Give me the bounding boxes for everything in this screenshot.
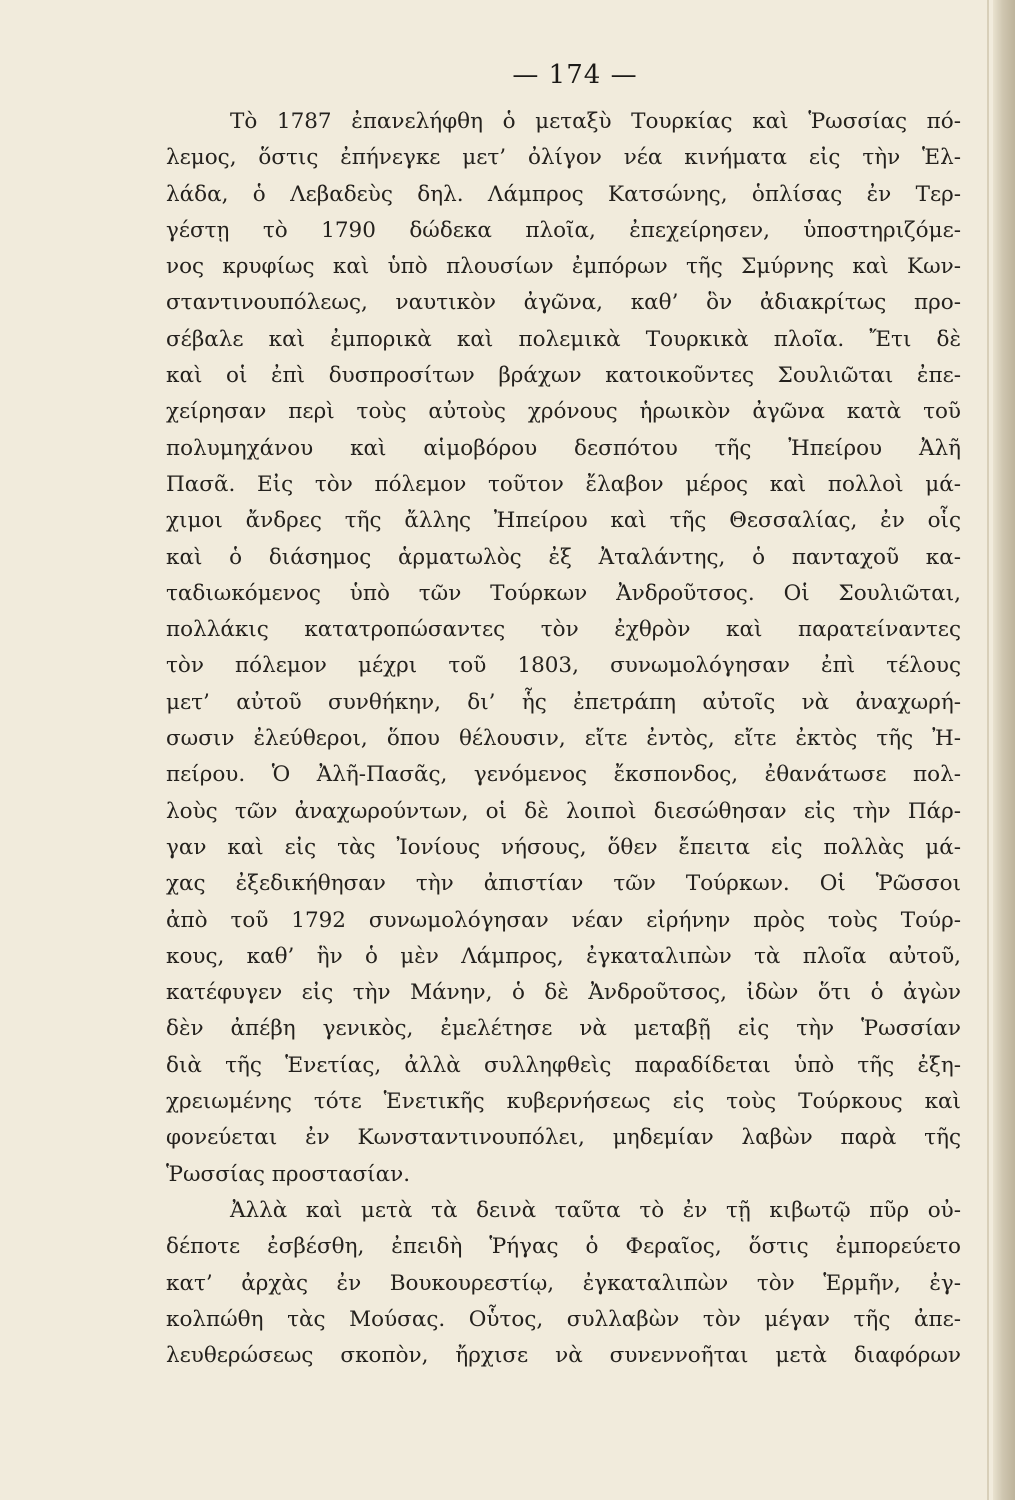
text-line: ταδιωκόμενος ὑπὸ τῶν Τούρκων Ἀνδροῦτσος. Οἱ Σουλιῶται, bbox=[166, 580, 961, 606]
text-line: Τὸ 1787 ἐπανελήφθη ὁ μεταξὺ Τουρκίας καὶ Ῥωσσίας πό- bbox=[230, 109, 961, 134]
text-line: τὸν πόλεμον μέχρι τοῦ 1803, συνωμολόγησαν ἐπὶ τέλους bbox=[166, 653, 961, 679]
text-line: λάδα, ὁ Λεβαδεὺς δηλ. Λάμπρος Κατσώνης, ὁπλίσας ἐν Τερ- bbox=[166, 181, 961, 207]
text-line: χιμοι ἄνδρες τῆς ἄλλης Ἠπείρου καὶ τῆς Θεσσαλίας, ἐν οἷς bbox=[166, 508, 961, 534]
text-line: χας ἐξεδικήθησαν τὴν ἀπιστίαν τῶν Τούρκων. Οἱ Ῥῶσσοι bbox=[166, 871, 961, 897]
text-line: φονεύεται ἐν Κωνσταντινουπόλει, μηδεμίαν λαβὼν παρὰ τῆς bbox=[166, 1125, 961, 1151]
text-line: λεμος, ὅστις ἐπήνεγκε μετ’ ὀλίγον νέα κινήματα εἰς τὴν Ἑλ- bbox=[166, 145, 961, 171]
text-line: σωσιν ἐλεύθεροι, ὅπου θέλουσιν, εἴτε ἐντὸς, εἴτε ἐκτὸς τῆς Ἠ- bbox=[166, 726, 961, 752]
text-line: νος κρυφίως καὶ ὑπὸ πλουσίων ἐμπόρων τῆς Σμύρνης καὶ Κων- bbox=[166, 254, 961, 280]
text-line: κολπώθη τὰς Μούσας. Οὗτος, συλλαβὼν τὸν μέγαν τῆς ἀπε- bbox=[166, 1306, 961, 1332]
text-line: σταντινουπόλεως, ναυτικὸν ἀγῶνα, καθ’ ὃν ἀδιακρίτως προ- bbox=[166, 290, 961, 316]
text-line: Ἀλλὰ καὶ μετὰ τὰ δεινὰ ταῦτα τὸ ἐν τῇ κιβωτῷ πῦρ οὐ- bbox=[230, 1197, 961, 1223]
text-line: λευθερώσεως σκοπὸν, ἤρχισε νὰ συνεννοῆται μετὰ διαφόρων bbox=[166, 1343, 961, 1369]
text-line: κατέφυγεν εἰς τὴν Μάνην, ὁ δὲ Ἀνδροῦτσος, ἰδὼν ὅτι ὁ ἀγὼν bbox=[166, 980, 961, 1006]
text-line: δὲν ἀπέβη γενικὸς, ἐμελέτησε νὰ μεταβῇ εἰς τὴν Ῥωσσίαν bbox=[166, 1016, 961, 1042]
text-line: κατ’ ἀρχὰς ἐν Βουκουρεστίῳ, ἐγκαταλιπὼν τὸν Ἑρμῆν, ἐγ- bbox=[166, 1270, 961, 1296]
text-line: λοὺς τῶν ἀναχωρούντων, οἱ δὲ λοιποὶ διεσώθησαν εἰς τὴν Πάρ- bbox=[166, 798, 961, 824]
text-line: σέβαλε καὶ ἐμπορικὰ καὶ πολεμικὰ Τουρκικὰ πλοῖα. Ἔτι δὲ bbox=[166, 326, 961, 352]
text-line: πολυμηχάνου καὶ αἱμοβόρου δεσπότου τῆς Ἠπείρου Ἀλῆ bbox=[166, 435, 961, 461]
text-line: πολλάκις κατατροπώσαντες τὸν ἐχθρὸν καὶ παρατείναντες bbox=[166, 617, 961, 643]
text-line: κους, καθ’ ἣν ὁ μὲν Λάμπρος, ἐγκαταλιπὼν τὰ πλοῖα αὐτοῦ, bbox=[166, 943, 961, 969]
text-line: καὶ ὁ διάσημος ἁρματωλὸς ἐξ Ἀταλάντης, ὁ πανταχοῦ κα- bbox=[166, 544, 961, 570]
text-line: γέστῃ τὸ 1790 δώδεκα πλοῖα, ἐπεχείρησεν, ὑποστηριζόμε- bbox=[166, 217, 961, 243]
text-line: Ῥωσσίας προστασίαν. bbox=[166, 1161, 411, 1187]
page-binding-edge bbox=[993, 0, 1015, 1500]
page-fold-line bbox=[987, 0, 989, 1500]
text-line: πείρου. Ὁ Ἀλῆ-Πασᾶς, γενόμενος ἔκσπονδος, ἐθανάτωσε πολ- bbox=[166, 762, 961, 788]
body-text bbox=[166, 104, 961, 1374]
page-number: — 174 — bbox=[512, 60, 638, 90]
text-line: γαν καὶ εἰς τὰς Ἰονίους νήσους, ὅθεν ἔπειτα εἰς πολλὰς μά- bbox=[166, 834, 961, 860]
text-line: χείρησαν περὶ τοὺς αὐτοὺς χρόνους ἡρωικὸν ἀγῶνα κατὰ τοῦ bbox=[166, 399, 961, 425]
text-line: Πασᾶ. Εἰς τὸν πόλεμον τοῦτον ἔλαβον μέρος καὶ πολλοὶ μά- bbox=[166, 471, 961, 497]
text-line: χρειωμένης τότε Ἑνετικῆς κυβερνήσεως εἰς τοὺς Τούρκους καὶ bbox=[166, 1089, 961, 1115]
text-line: διὰ τῆς Ἑνετίας, ἀλλὰ συλληφθεὶς παραδίδεται ὑπὸ τῆς ἐξη- bbox=[166, 1052, 961, 1078]
text-line: μετ’ αὐτοῦ συνθήκην, δι’ ἧς ἐπετράπη αὐτοῖς νὰ ἀναχωρή- bbox=[166, 689, 961, 715]
paragraph-2 bbox=[166, 1193, 961, 1374]
text-line: καὶ οἱ ἐπὶ δυσπροσίτων βράχων κατοικοῦντες Σουλιῶται ἐπε- bbox=[166, 363, 961, 389]
text-line: ἀπὸ τοῦ 1792 συνωμολόγησαν νέαν εἰρήνην πρὸς τοὺς Τούρ- bbox=[166, 907, 961, 933]
text-line: δέποτε ἐσβέσθη, ἐπειδὴ Ῥήγας ὁ Φεραῖος, ὅστις ἐμπορεύετο bbox=[166, 1234, 961, 1260]
paragraph-1 bbox=[166, 104, 961, 1193]
